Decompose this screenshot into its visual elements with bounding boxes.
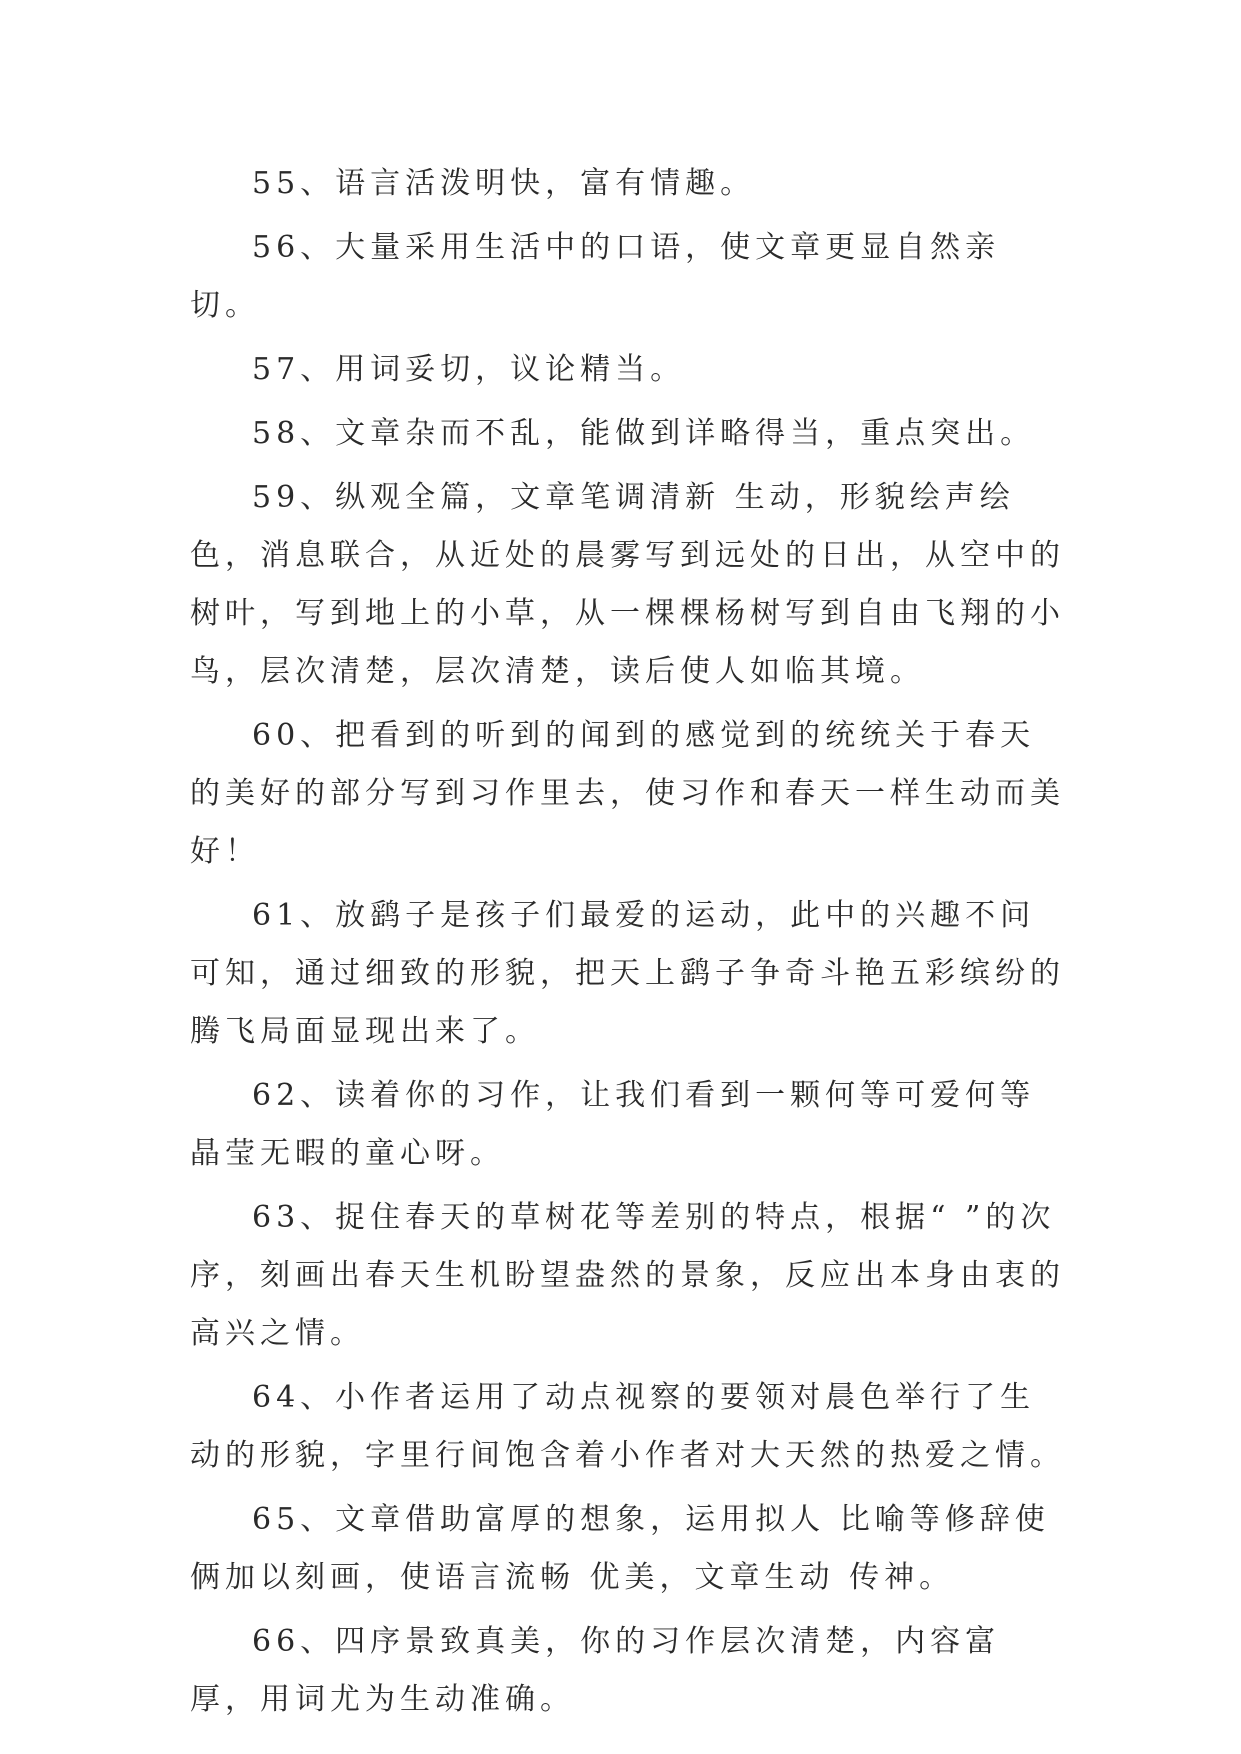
paragraph-56: 56、大量采用生活中的口语，使文章更显自然亲切。 — [190, 230, 1001, 323]
paragraph-60: 60、把看到的听到的闻到的感觉到的统统关于春天的美好的部分写到习作里去，使习作和春天一样生动而美好！ — [190, 718, 1065, 869]
paragraph-64: 64、小作者运用了动点视察的要领对晨色举行了生动的形貌，字里行间饱含着小作者对大天然的热爱之情。 — [190, 1380, 1065, 1473]
paragraph-61: 61、放鹞子是孩子们最爱的运动，此中的兴趣不问可知，通过细致的形貌，把天上鹞子争奇斗艳五彩缤纷的腾飞局面显现出来了。 — [190, 898, 1065, 1049]
paragraph-65: 65、文章借助富厚的想象，运用拟人 比喻等修辞使俩加以刻画，使语言流畅 优美，文章生动 传神。 — [190, 1502, 1050, 1595]
paragraph-62: 62、读着你的习作，让我们看到一颗何等可爱何等晶莹无暇的童心呀。 — [190, 1078, 1036, 1171]
document-body — [190, 155, 1070, 1735]
paragraph-66: 66、四序景致真美，你的习作层次清楚，内容富厚，用词尤为生动准确。 — [190, 1624, 1001, 1717]
paragraph-58: 58、文章杂而不乱，能做到详略得当，重点突出。 — [252, 416, 1036, 451]
paragraph-63: 63、捉住春天的草树花等差别的特点，根据“ ”的次序，刻画出春天生机盼望盎然的景象，反应出本身由衷的高兴之情。 — [190, 1200, 1065, 1351]
paragraph-59: 59、纵观全篇，文章笔调清新 生动，形貌绘声绘色，消息联合，从近处的晨雾写到远处的日出，从空中的树叶，写到地上的小草，从一棵棵杨树写到自由飞翔的小鸟，层次清楚，层次清楚，读后使人如临其境。 — [190, 480, 1065, 689]
paragraph-57: 57、用词妥切，议论精当。 — [252, 352, 686, 387]
paragraph-55: 55、语言活泼明快，富有情趣。 — [252, 166, 756, 201]
